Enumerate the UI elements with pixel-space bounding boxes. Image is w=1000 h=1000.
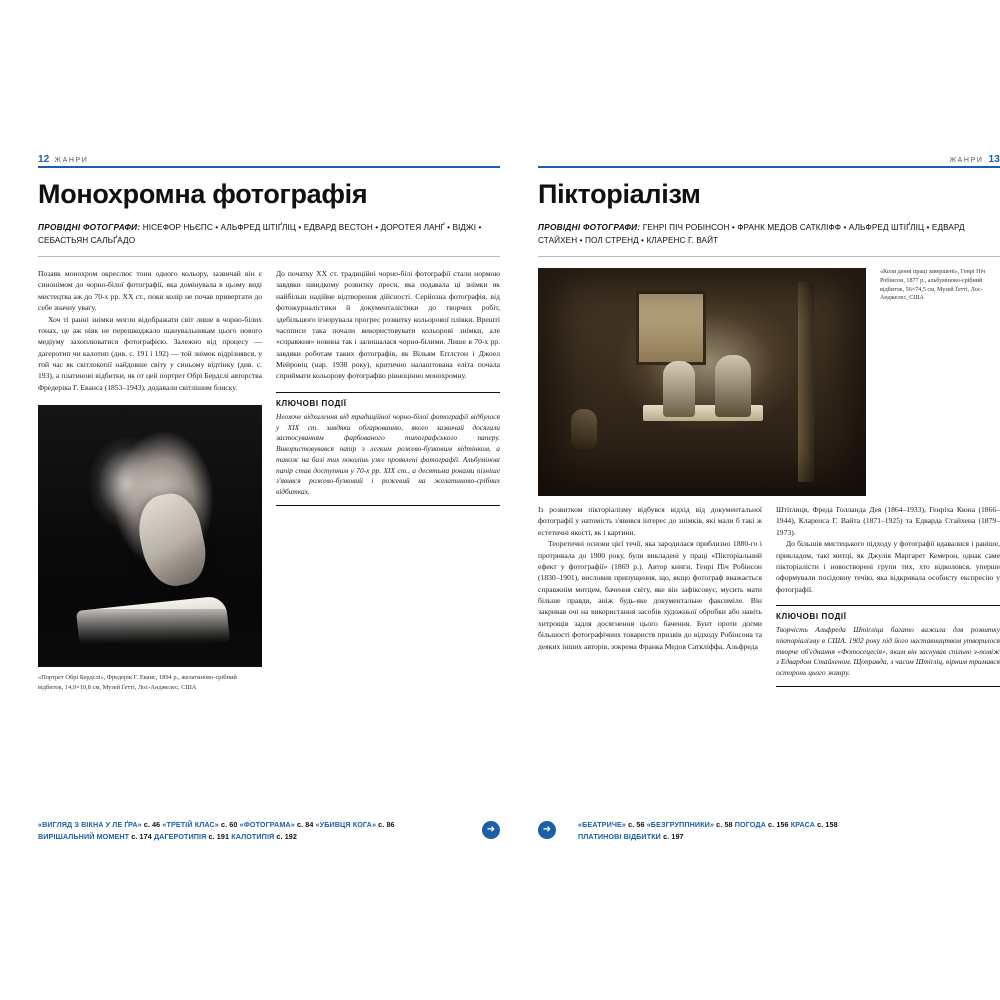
paragraph: Штіґлиця, Фреда Голланда Дея (1864–1933), Генріха Кюна (1866–1944), Кларенса Г. Вайта (1871–1925) та Едварда Стайхена (1879–1973). [776,504,1000,537]
portrait-photograph [38,405,262,667]
leading-photographers-list-right: ГЕНРІ ПІЧ РОБІНСОН • ФРАНК МЕДОВ САТКЛІФФ • АЛЬФРЕД ШТІҐЛІЦ • ЕДВАРД СТАЙХЕН • ПОЛ СТРЕНД • КЛАРЕНС Г. ВАЙТ [538,223,965,245]
see-also-entry[interactable]: ДАГЕРОТИПІЯ с. 191 [153,832,230,842]
vignette-overlay [538,268,866,496]
paragraph: Теоретичні основи цієї течії, яка зародилася приблизно 1880-го і протривала до 1900 року, були викладені у праці «Пікторіальний ефект у фотографії» (1869 р.). Автор книги, Генрі Піч Робінсон (1830–1901), висловив припущення, що, якщо фотограф вважається справжнім митцем, бачення світу, яке він зафіксовує, мусить мати більше правди, аніж будь-яке документальне факсиміле. Він закривав очі на використання засобів художньої обробки або навіть хитрощів задля досягнення цього бачення. Бунт проти догми більшості фотографічних товариств призвів до відходу Робінсона та деяких інших авторів, зокрема Франка Медов Саткліффа, Альфреда [538,539,762,651]
paragraph: До початку XX ст. традиційні чорно-білі фотографії стали нормою завдяки швидкому розвитку преси, яка подавала ці знімки як найбільш надійне відтворення дійсності. Серйозна фотографія, від фотожурналістики й документалістики до творчих робіт, здебільшого ігнорувала прогрес розвитку кольорової плівки. Врешті часописи така почали використовувати кольорові знімки, але «справжня» новина так і залишалася чорно-білими. Лише в 70-х рр. завдяки роботам таких фотографів, як Вільям Еґґлстон і Джоел Мейровіц (нар. 1938 року), критично налаштована еліта почала сприймати кольорову фотографію рівноцінно монохромну. [276,268,500,381]
key-events-text-left: Неохоче відхилення від традиційної чорно-білої фотографії відбулося у XIX ст. завдяки обгарюванню, якого зазвичай досягали застосуванням фарбованого типографського паперу. Використовувався папір з легким рожево-бузковим відтінком, а також на базі тих поколінь уже проявлені фотографії. Альбумінові папір став доступним у 70-х рр. XIX ст., а десятьма роками пізніше з'явився рожево-бузковий і рожевий на желатиново-срібних відбитках. [276,411,500,496]
see-also-entry[interactable]: ПЛАТИНОВІ ВІДБИТКИ с. 197 [578,832,684,842]
previous-page-arrow-icon[interactable]: ➜ [538,821,556,839]
interior-photograph [538,268,866,496]
interior-artwork [538,268,866,496]
paragraph: Із розвитком пікторіалізму відбувся відхід від документальної фотографії у натомість з'явився інтерес до знімків, які мали б такі ж естетичні якості, як і картини. [538,504,762,537]
right-column-1 [538,504,762,687]
see-also-entry[interactable]: «БЕАТРИЧЕ» с. 56 [578,820,645,829]
see-also-entry[interactable]: ВИРІШАЛЬНИЙ МОМЕНТ с. 174 [38,832,152,842]
see-also-entry[interactable]: КАЛОТИПІЯ с. 192 [231,832,298,842]
leading-photographers-label-left: ПРОВІДНІ ФОТОГРАФИ: [38,223,141,233]
page-title-right: Пікторіалізм [538,179,701,209]
leading-photographers-left [38,222,500,257]
page-title-left: Монохромна фотографія [38,179,368,209]
key-events-text-right: Творчість Альфреда Штіґліца багато важила для розвитку пікторіалізму в США. 1902 року під його наставництвом утворилося творче об'єднання «Фотосецесія», яким він заснував спільно з-поміж з Едвардом Стайхеном. Щоправда, з часом Штіґліц, вірним тримався осторонь цього жанру. [776,625,1000,677]
next-page-arrow-icon[interactable]: ➜ [482,821,500,839]
leading-photographers-right [538,222,1000,257]
body-columns-right [538,504,1000,687]
running-head-left [38,148,500,168]
paragraph: Позаяк монохром окреслює тони одного кольору, зазвичай він є синонімом до чорно-білої фотографії, яка домінувала в цьому виді мистецтва аж до 70-х рр. XX ст., поки колір не почав привертати до себе значну увагу. [38,268,262,313]
running-head-label-left: ЖАНРИ [54,157,89,164]
folio-right-group [950,149,1000,167]
see-also-entry[interactable]: ПОГОДА с. 156 [734,820,789,829]
feature-image-wrap [538,268,866,504]
see-also-left [38,819,468,853]
portrait-artwork [38,405,262,667]
see-also-entry[interactable]: «ФОТОГРАМА» с. 84 [239,820,314,829]
see-also-entry[interactable]: КРАСА с. 158 [790,820,838,829]
left-page [38,148,500,853]
shoulder-shape [38,609,262,667]
folio-right: 13 [988,154,1000,165]
see-also-entry[interactable]: «БЕЗГРУППНИКИ» с. 58 [646,820,733,829]
leading-photographers-list-left: НІСЕФОР НЬЄПС • АЛЬФРЕД ШТІҐЛІЦ • ЕДВАРД ВЕСТОН • ДОРОТЕЯ ЛАНҐ • ВІДЖІ • СЕБАСТЬЯН САЛЬҐАДО [38,223,482,245]
see-also-entry[interactable]: «УБИВЦЯ КОГА» с. 86 [315,820,395,829]
key-events-box-right [776,605,1000,687]
photo-caption-left: «Портрет Обрі Бердслі», Фредерік Г. Еванс, 1894 р., желатиново-срібний відбиток, 14,9×10,8 см, Музей Ґетті, Лос-Анджелес, США [38,674,237,691]
paragraph: До більшів мистецького підходу у фотографії вдавалися і раніше, прикладом, такі митці, як Джулія Маргарет Кемерон, однак саме пікторіалісти і новостворені групи тих, хто відколовся, уперше оформували посідовну течію, яка відкривала особисту експресію у фотографії. [776,539,1000,594]
right-column-2 [776,504,1000,687]
right-page [538,148,1000,853]
hand-shape [132,489,212,592]
folio-left-group [38,149,88,167]
photo-caption-right: «Коли денні праці завершені», Генрі Піч Робінсон, 1877 р., альбуміново-срібний відбиток, 56×74,5 см, Музей Ґетті, Лос-Анджелес, США [880,268,986,302]
feature-image-row [538,268,1000,504]
body-columns-left [38,268,500,692]
leading-photographers-label-right: ПРОВІДНІ ФОТОГРАФИ: [538,223,641,233]
see-also-entry[interactable]: «ТРЕТІЙ КЛАС» с. 60 [162,820,238,829]
running-head-label-right: ЖАНРИ [949,157,984,164]
running-head-right [538,148,1000,168]
folio-left: 12 [38,154,50,165]
key-events-box-left [276,392,500,506]
paragraph: Хоч ті ранні знімки могли відображати світ лише в чорно-білих тонах, це аж ніяк не перешкоджало шанувальникам цього нового медіуму захоплюватися фотографією. Залежно від процесу — дагеротип чи калотип (див. с. 191 і 192) — той знімок відрізнявся, у той час як світлокопії найдовше світу у синьому відтінку (див. с. 193), а платинові відбитки, як от цей портрет Обрі Бердслі авторства Фредеріка Г. Еванса (1853–1943), додавали світлішим блиску. [38,314,262,392]
see-also-entry[interactable]: «ВИГЛЯД З ВІКНА У ЛЕ ҐРА» с. 46 [38,820,161,829]
key-events-title-right: КЛЮЧОВІ ПОДІЇ [776,612,847,622]
see-also-right [578,819,1000,853]
left-column-1 [38,268,262,692]
left-column-2 [276,268,500,692]
key-events-title-left: КЛЮЧОВІ ПОДІЇ [276,398,347,408]
